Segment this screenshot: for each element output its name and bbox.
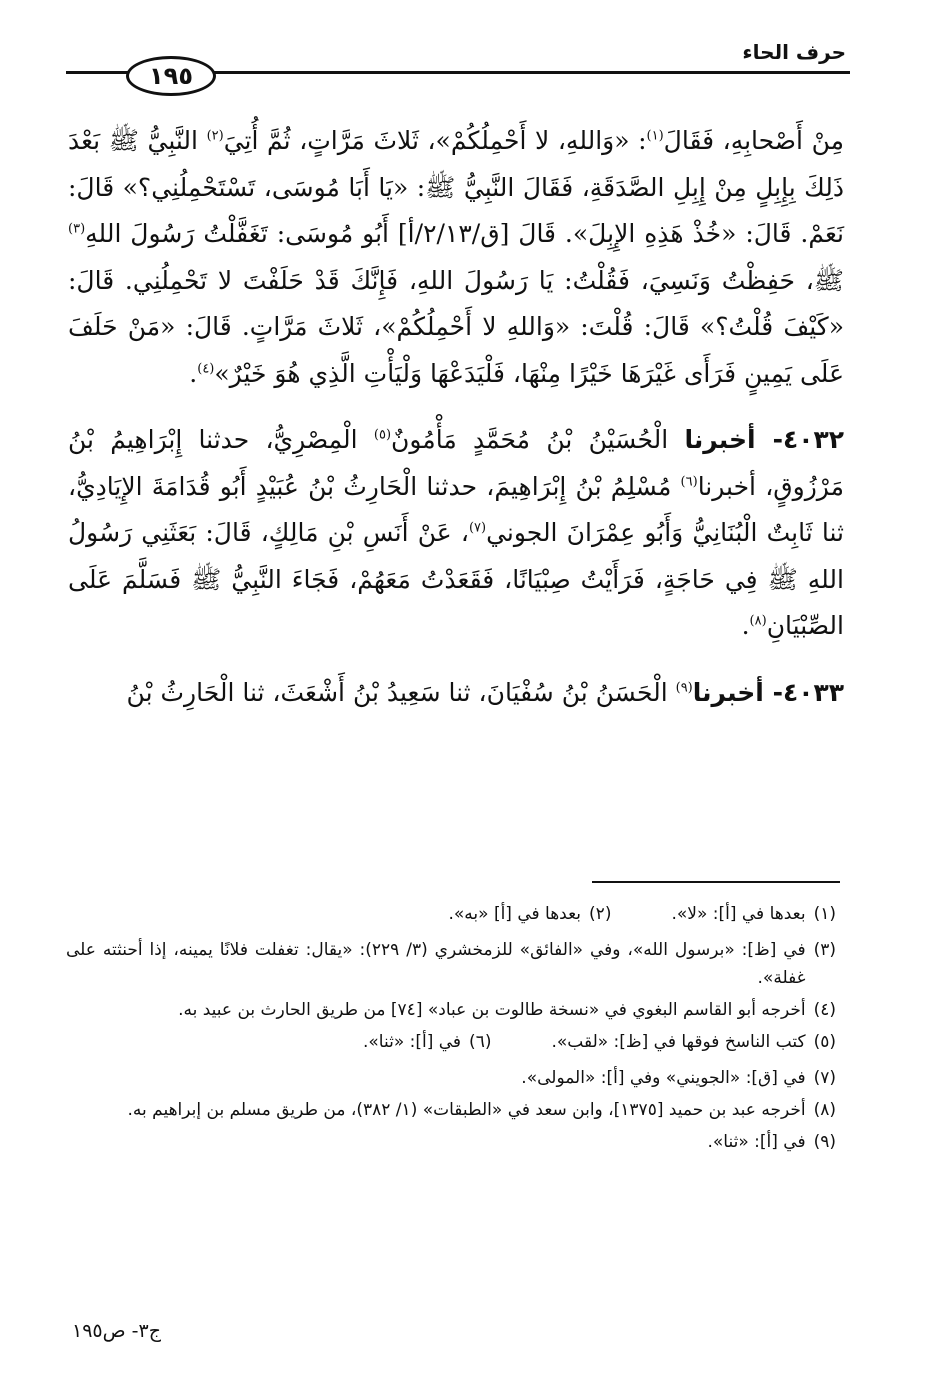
footnote-ref-8[interactable]: (٨) xyxy=(749,613,767,629)
footnote-number: (٣) xyxy=(813,940,836,960)
footnote-text: بعدها في [أ]: «لا». xyxy=(671,904,806,924)
footnote-text: أخرجه عبد بن حميد [١٣٧٥]، وابن سعد في «الطبقات» (١/ ٣٨٢)، من طريق مسلم بن إبراهيم به. xyxy=(127,1100,806,1120)
paragraph-hadith-4033 xyxy=(68,670,844,717)
footnote-number: (٥) xyxy=(813,1032,836,1052)
footnote-item xyxy=(66,936,836,992)
text-run: مُسْلِمُ بْنُ إِبْرَاهِيمَ، حدثنا الْحَارِثُ بْنُ عُبَيْدٍ أَبُو قُدَامَةَ الإِيَادِيُّ، ثنا ثَابِتٌ الْبُنَانِيُّ وَأَبُو عِمْرَانَ الجوني xyxy=(68,471,844,547)
footnote-number: (٦) xyxy=(469,1032,492,1052)
footnote-number: (٤) xyxy=(813,1000,836,1020)
hadith-number-4032: ٤٠٣٢- أخبرنا xyxy=(684,425,844,454)
page-number: ١٩٥ xyxy=(126,56,216,96)
footnote-ref-3[interactable]: (٣) xyxy=(68,221,86,237)
footnote-number: (١) xyxy=(813,904,836,924)
footnote-ref-7[interactable]: (٧) xyxy=(468,520,487,536)
footnote-number: (٧) xyxy=(813,1068,836,1088)
text-run: . xyxy=(741,611,750,640)
footnote-row xyxy=(66,900,836,932)
footnote-item xyxy=(66,1128,836,1156)
text-run: الْحُسَيْنُ بْنُ مُحَمَّدٍ مَأْمُونٌ xyxy=(391,425,685,454)
text-run: مِنْ أَصْحابِهِ، فَقَالَ xyxy=(663,126,844,155)
text-run: النَّبِيُّ ﷺ بَعْدَ ذَلِكَ بِإِبِلٍ مِنْ إِبِلِ الصَّدَقَةِ، فَقَالَ النَّبِيُّ ﷺ: «يَا أَبَا مُوسَى، تَسْتَحْمِلُنِي؟» قَالَ: نَعَمْ. قَالَ: «خُذْ هَذِهِ الإِبِلَ». قَالَ [ق/٢/١٣/أ] أَبُو مُوسَى: تَغَفَّلْتُ رَسُولَ اللهِ xyxy=(68,126,845,248)
footnote-item xyxy=(66,1064,836,1092)
text-run: . xyxy=(189,358,198,388)
text-run: الْحَسَنُ بْنُ سُفْيَانَ، ثنا سَعِيدُ بْنُ أَشْعَثَ، ثنا الْحَارِثُ بْنُ xyxy=(126,677,676,707)
paragraph-hadith-4031-continued xyxy=(68,118,844,397)
footnote-ref-6[interactable]: (٦) xyxy=(680,474,698,490)
footnote-text: بعدها في [أ] «به». xyxy=(448,904,582,924)
text-run: ، عَنْ أَنَسِ بْنِ مَالِكٍ، قَالَ: بَعَثَنِي رَسُولُ اللهِ ﷺ فِي حَاجَةٍ، فَرَأَيْتُ صِبْيَانًا، فَقَعَدْتُ مَعَهُمْ، فَجَاءَ النَّبِيُّ ﷺ فَسَلَّمَ عَلَى الصِّبْيَانِ xyxy=(68,518,844,640)
footnote-ref-5[interactable]: (٥) xyxy=(373,427,392,443)
footnote-item xyxy=(551,1028,836,1056)
chapter-title: حرف الحاء xyxy=(742,40,846,64)
footnote-item xyxy=(448,900,611,928)
footnote-number: (٨) xyxy=(813,1100,836,1120)
footnote-item xyxy=(66,1096,836,1124)
text-run: الْمِصْرِيُّ، حدثنا إِبْرَاهِيمُ بْنُ مَرْزُوقٍ، أخبرنا xyxy=(68,425,844,501)
footnote-text: في [أ]: «ثنا». xyxy=(707,1132,806,1152)
text-run: ﷺ، حَفِظْتُ وَنَسِيَ، فَقُلْتُ: يَا رَسُولَ اللهِ، فَإِنَّكَ قَدْ حَلَفْتَ لا تَحْمِلُنِي. قَالَ: «كَيْفَ قُلْتُ؟» قَالَ: قُلْتَ: «وَاللهِ لا أَحْمِلُكُمْ»، ثَلاثَ مَرَّاتٍ. قَالَ: «مَنْ حَلَفَ عَلَى يَمِينٍ فَرَأَى غَيْرَهَا خَيْرًا مِنْهَا، فَلْيَدَعْهَا وَلْيَأْتِ الَّذِي هُوَ خَيْرٌ» xyxy=(68,265,844,388)
footnote-item xyxy=(363,1028,492,1056)
hadith-number-4033: ٤٠٣٣- أخبرنا xyxy=(692,677,844,707)
main-text xyxy=(68,118,844,716)
footnote-text: في [أ]: «ثنا». xyxy=(362,1032,462,1052)
footnote-text: في [ظ]: «برسول الله»، وفي «الفائق» للزمخشري (٣/ ٢٢٩): «يقال: تغفلت فلانًا يمينه، إذا أحنثته على غفلة». xyxy=(66,940,806,988)
text-run: : «وَاللهِ، لا أَحْمِلُكُمْ»، ثَلاثَ مَرَّاتٍ، ثُمَّ أُتِيَ xyxy=(223,126,647,155)
footnotes xyxy=(66,900,836,1160)
footnote-number: (٢) xyxy=(589,904,612,924)
footnote-number: (٩) xyxy=(813,1132,836,1152)
footnote-item xyxy=(66,996,836,1024)
footnote-text: كتب الناسخ فوقها في [ظ]: «لقب». xyxy=(551,1032,806,1052)
footnote-ref-9[interactable]: (٩) xyxy=(675,680,693,696)
footnote-rule xyxy=(592,881,840,883)
footnote-text: في [ق]: «الجويني» وفي [أ]: «المولى». xyxy=(521,1068,806,1088)
paragraph-hadith-4032 xyxy=(68,417,844,650)
footnote-row xyxy=(66,1028,836,1060)
footnote-text: أخرجه أبو القاسم البغوي في «نسخة طالوت بن عباد» [٧٤] من طريق الحارث بن عبيد به. xyxy=(178,1000,806,1020)
footnote-ref-2[interactable]: (٢) xyxy=(206,128,224,144)
footnote-ref-4[interactable]: (٤) xyxy=(197,361,215,377)
volume-page-reference: ج٣- ص١٩٥ xyxy=(72,1320,161,1342)
footnote-item xyxy=(671,900,836,928)
footnote-ref-1[interactable]: (١) xyxy=(646,128,664,144)
